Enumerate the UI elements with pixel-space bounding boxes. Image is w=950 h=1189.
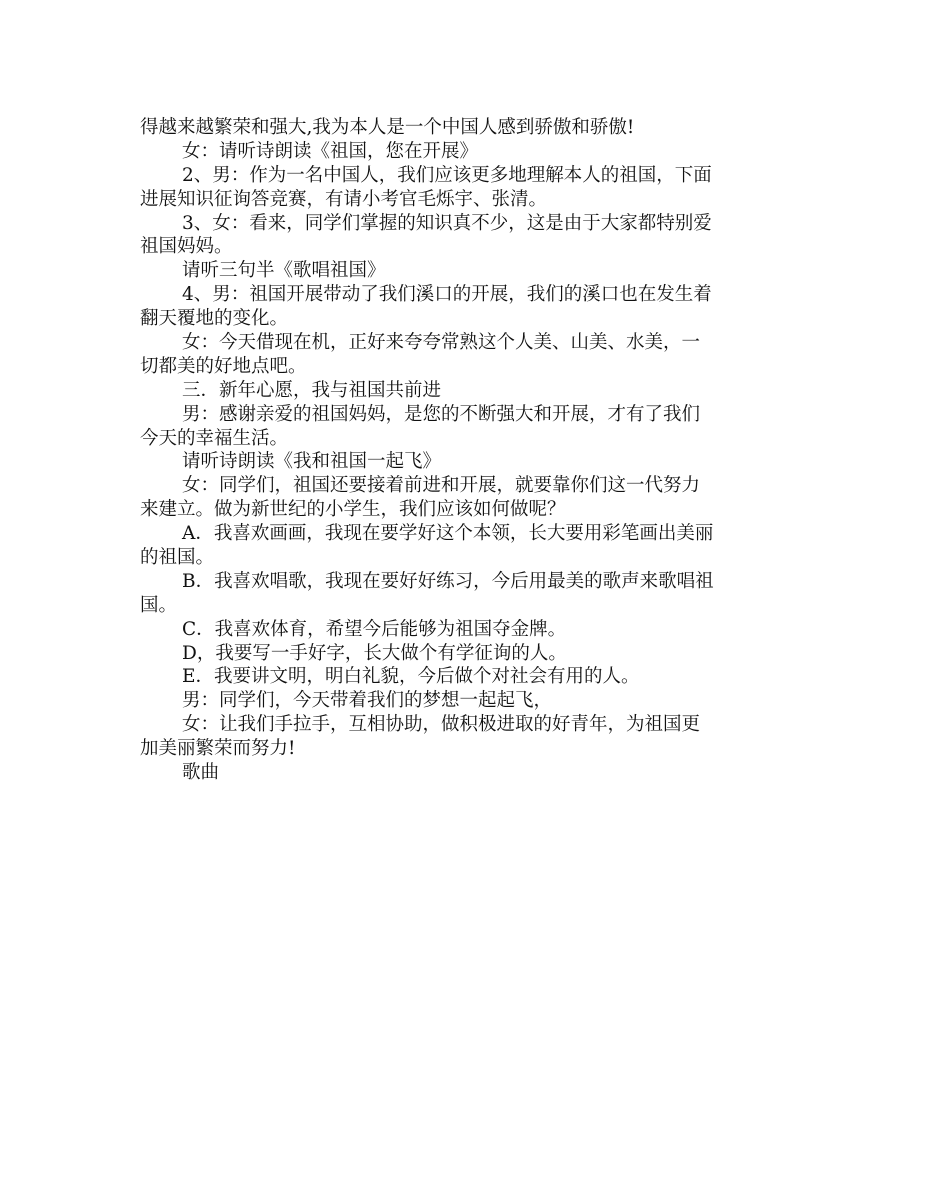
text-line: 女：请听诗朗读《祖国，您在开展》 xyxy=(182,140,479,162)
text-line: 切都美的好地点吧。 xyxy=(140,355,307,377)
text-line: 翻天覆地的变化。 xyxy=(140,308,289,330)
text-line: E．我要讲文明，明白礼貌，今后做个对社会有用的人。 xyxy=(182,666,640,688)
text-line: 女：同学们，祖国还要接着前进和开展，就要靠你们这一代努力 xyxy=(182,475,701,497)
text-line: 的祖国。 xyxy=(140,547,215,569)
text-line: C．我喜欢体育，希望今后能够为祖国夺金牌。 xyxy=(182,618,567,640)
text-line: 女：让我们手拉手，互相协助，做积极进取的好青年，为祖国更 xyxy=(182,714,701,736)
document-body xyxy=(140,116,812,785)
text-line: 来建立。做为新世纪的小学生，我们应该如何做呢？ xyxy=(140,499,566,521)
text-line: B．我喜欢唱歌，我现在要好好练习，今后用最美的歌声来歌唱祖 xyxy=(182,570,714,592)
text-line: 请听三句半《歌唱祖国》 xyxy=(182,260,386,282)
text-line: 2、男：作为一名中国人，我们应该更多地理解本人的祖国，下面 xyxy=(182,164,712,186)
text-line: 今天的幸福生活。 xyxy=(140,427,289,449)
text-line: 4、男：祖国开展带动了我们溪口的开展，我们的溪口也在发生着 xyxy=(182,284,712,306)
text-line: 男：同学们，今天带着我们的梦想一起起飞， xyxy=(182,690,553,712)
text-line: 进展知识征询答竞赛，有请小考官毛烁宇、张清。 xyxy=(140,188,548,210)
text-line: 请听诗朗读《我和祖国一起飞》 xyxy=(182,451,442,473)
text-line: 国。 xyxy=(140,594,178,616)
text-line: A．我喜欢画画，我现在要学好这个本领，长大要用彩笔画出美丽 xyxy=(182,523,714,545)
text-line: 三．新年心愿，我与祖国共前进 xyxy=(182,379,442,401)
text-line: 女：今天借现在机，正好来夸夸常熟这个人美、山美、水美，一 xyxy=(182,332,701,354)
text-line: 得越来越繁荣和强大,我为本人是一个中国人感到骄傲和骄傲! xyxy=(140,117,635,138)
text-line: 3、女：看来，同学们掌握的知识真不少，这是由于大家都特别爱 xyxy=(182,212,712,234)
text-line: 男：感谢亲爱的祖国妈妈，是您的不断强大和开展，才有了我们 xyxy=(182,403,701,425)
text-line: 祖国妈妈。 xyxy=(140,236,233,258)
text-line: 歌曲 xyxy=(182,762,220,784)
text-line: 加美丽繁荣而努力! xyxy=(140,738,296,760)
text-line: D，我要写一手好字，长大做个有学征询的人。 xyxy=(182,642,567,664)
